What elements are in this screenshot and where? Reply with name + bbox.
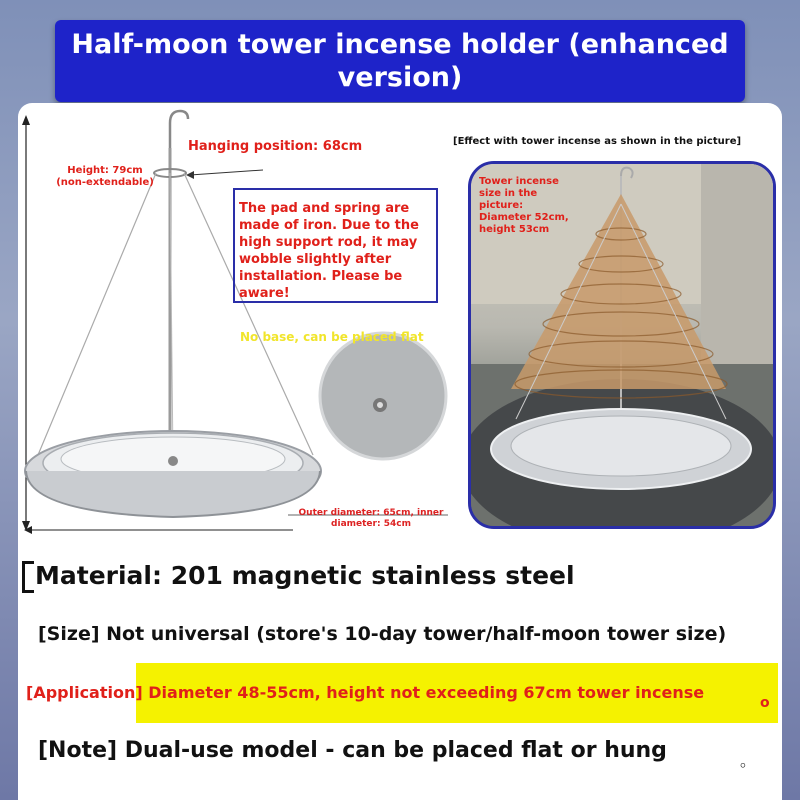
application-tag: [Application] [26,683,143,702]
note-text: [Note] Dual-use model - can be placed flat or hung [38,738,667,763]
height-line-1: Height: 79cm [67,165,143,176]
height-label [30,165,180,189]
title-line-1: Half-moon tower incense holder (enhanced [71,29,729,60]
height-line-2: (non-extendable) [56,177,154,188]
effect-caption: [Effect with tower incense as shown in the picture] [453,136,742,147]
photo-label-line-4: Diameter 52cm, [479,212,569,223]
page-title [55,20,745,102]
photo-label-line-1: Tower incense [479,176,559,187]
material-bracket [22,561,34,593]
title-line-2: version) [337,62,463,93]
warning-box: The pad and spring are made of iron. Due to the high support rod, it may wobble slightly after installation. Please be aware! [233,188,438,303]
no-base-label: No base, can be placed flat [240,330,424,344]
note-mark: 。 [740,751,757,770]
hanging-position-label: Hanging position: 68cm [188,139,363,154]
photo-label-line-2: size in the [479,188,538,199]
application-text [26,683,704,702]
application-detail: Diameter 48-55cm, height not exceeding 67cm tower incense [142,683,705,702]
photo-label-line-3: picture: [479,200,524,211]
material-text: Material: 201 magnetic stainless steel [35,561,575,590]
content-panel [18,103,782,800]
diameter-label [286,508,456,530]
application-mark: o [760,695,770,711]
photo-label-line-5: height 53cm [479,224,550,235]
diameter-line-2: diameter: 54cm [331,519,411,529]
effect-photo [468,161,776,529]
diameter-line-1: Outer diameter: 65cm, inner [298,508,444,518]
incense-size-label [479,176,584,236]
size-text: [Size] Not universal (store's 10-day tower/half-moon tower size) [38,623,727,645]
